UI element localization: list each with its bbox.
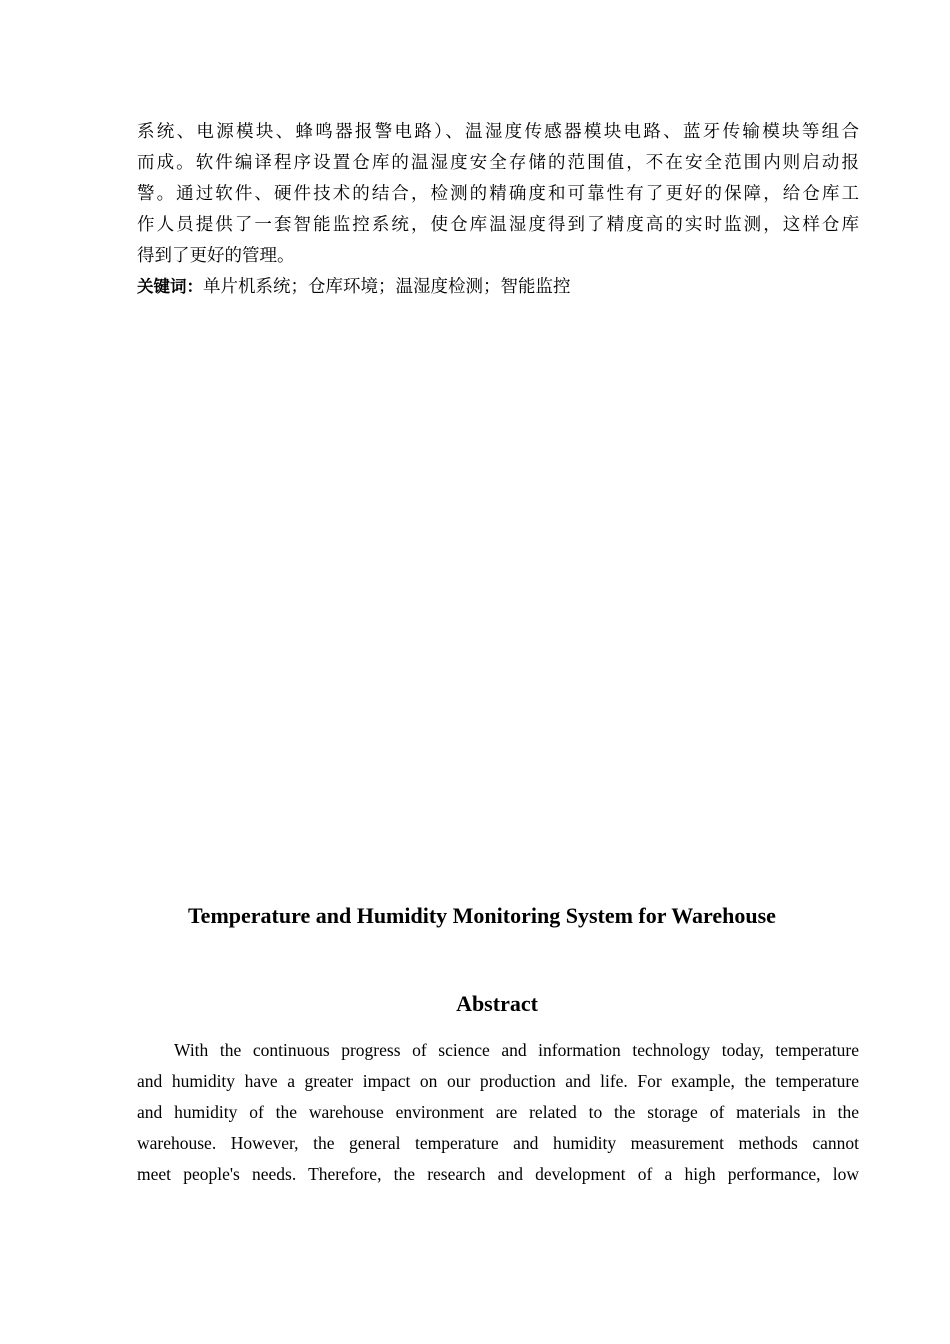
- chinese-keywords: [137, 271, 571, 302]
- keywords-text: 单片机系统；仓库环境；温湿度检测；智能监控: [203, 276, 571, 296]
- chinese-abstract-line-1: 系统、电源模块、蜂鸣器报警电路）、温湿度传感器模块电路、蓝牙传输模块等组合: [137, 121, 859, 141]
- english-abstract-line-1: With the continuous progress of science and information technology today, temperature: [174, 1040, 859, 1060]
- chinese-abstract-line-5: 得到了更好的管理。: [137, 245, 295, 265]
- english-title: Temperature and Humidity Monitoring System for Warehouse: [188, 903, 776, 928]
- chinese-abstract-body: [137, 116, 859, 271]
- english-abstract-line-3: and humidity of the warehouse environment are related to the storage of materials in the: [137, 1102, 859, 1122]
- keywords-label: 关键词：: [137, 277, 203, 296]
- english-abstract-line-2: and humidity have a greater impact on our production and life. For example, the temperature: [137, 1071, 859, 1091]
- english-abstract-body: [137, 1035, 859, 1190]
- chinese-abstract-line-3: 警。通过软件、硬件技术的结合，检测的精确度和可靠性有了更好的保障，给仓库工: [137, 183, 859, 203]
- english-abstract-line-4: warehouse. However, the general temperature and humidity measurement methods cannot: [137, 1133, 859, 1153]
- abstract-heading: Abstract: [456, 991, 538, 1016]
- english-abstract-line-5: meet people's needs. Therefore, the research and development of a high performance, low: [137, 1164, 859, 1184]
- chinese-abstract-line-4: 作人员提供了一套智能监控系统，使仓库温湿度得到了精度高的实时监测，这样仓库: [137, 214, 859, 234]
- chinese-abstract-line-2: 而成。软件编译程序设置仓库的温湿度安全存储的范围值，不在安全范围内则启动报: [137, 152, 859, 172]
